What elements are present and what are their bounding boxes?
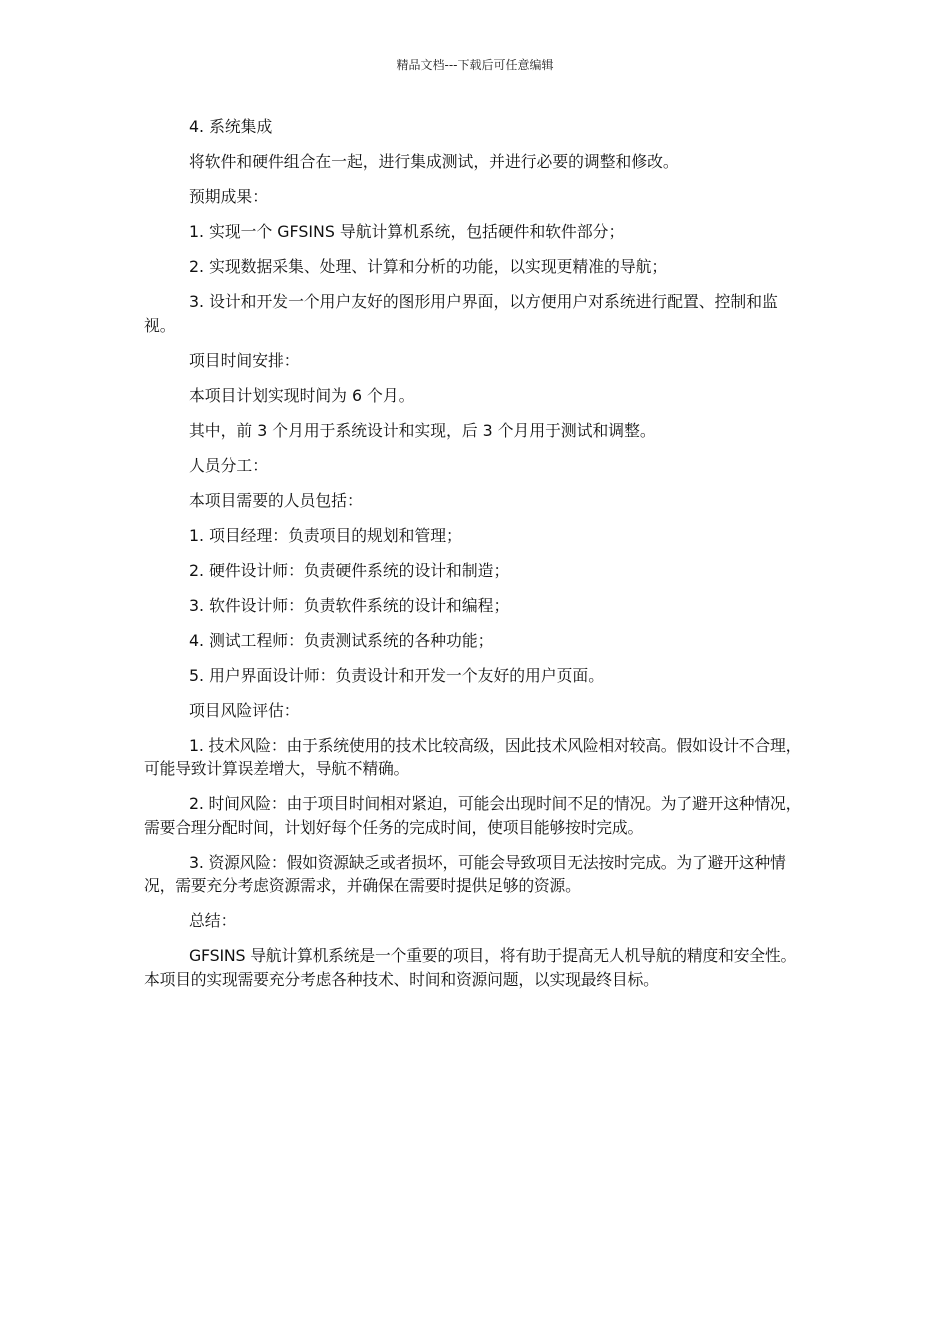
paragraph: 本项目需要的人员包括： <box>189 490 363 510</box>
list-item: 3. 软件设计师：负责软件系统的设计和编程； <box>189 595 510 615</box>
paragraph: 本项目计划实现时间为 6 个月。 <box>189 385 415 405</box>
section-heading-schedule: 项目时间安排： <box>189 350 300 370</box>
section-heading-staffing: 人员分工： <box>189 455 268 475</box>
paragraph: 将软件和硬件组合在一起，进行集成测试，并进行必要的调整和修改。 <box>189 152 679 171</box>
list-item: 2. 实现数据采集、处理、计算和分析的功能，以实现更精准的导航； <box>189 257 668 276</box>
list-item: 4. 测试工程师：负责测试系统的各种功能； <box>189 630 494 650</box>
paragraph: GFSINS 导航计算机系统是一个重要的项目，将有助于提高无人机导航的精度和安全性。本项目的实现需要充分考虑各种技术、时间和资源问题，以实现最终目标。 <box>144 946 797 989</box>
section-heading-system-integration: 4. 系统集成 <box>189 117 273 136</box>
list-item: 1. 实现一个 GFSINS 导航计算机系统，包括硬件和软件部分； <box>189 222 625 241</box>
section-heading-summary: 总结： <box>189 911 237 930</box>
list-item: 5. 用户界面设计师：负责设计和开发一个友好的用户页面。 <box>189 665 605 685</box>
document-body <box>144 115 804 1003</box>
list-item: 3. 设计和开发一个用户友好的图形用户界面，以方便用户对系统进行配置、控制和监视。 <box>144 292 778 335</box>
list-item: 2. 时间风险：由于项目时间相对紧迫，可能会出现时间不足的情况。为了避开这种情况，需要合理分配时间，计划好每个任务的完成时间，使项目能够按时完成。 <box>144 794 802 837</box>
paragraph: 其中，前 3 个月用于系统设计和实现，后 3 个月用于测试和调整。 <box>189 420 656 440</box>
section-heading-risk-assessment: 项目风险评估： <box>189 700 300 720</box>
list-item: 1. 项目经理：负责项目的规划和管理； <box>189 525 462 545</box>
list-item: 1. 技术风险：由于系统使用的技术比较高级，因此技术风险相对较高。假如设计不合理，可能导致计算误差增大，导航不精确。 <box>144 735 802 778</box>
page-header: 精品文档---下载后可任意编辑 <box>396 58 554 72</box>
list-item: 3. 资源风险：假如资源缺乏或者损坏，可能会导致项目无法按时完成。为了避开这种情况，需要充分考虑资源需求，并确保在需要时提供足够的资源。 <box>144 852 786 895</box>
list-item: 2. 硬件设计师：负责硬件系统的设计和制造； <box>189 560 510 580</box>
section-heading-expected-results: 预期成果： <box>189 187 268 206</box>
